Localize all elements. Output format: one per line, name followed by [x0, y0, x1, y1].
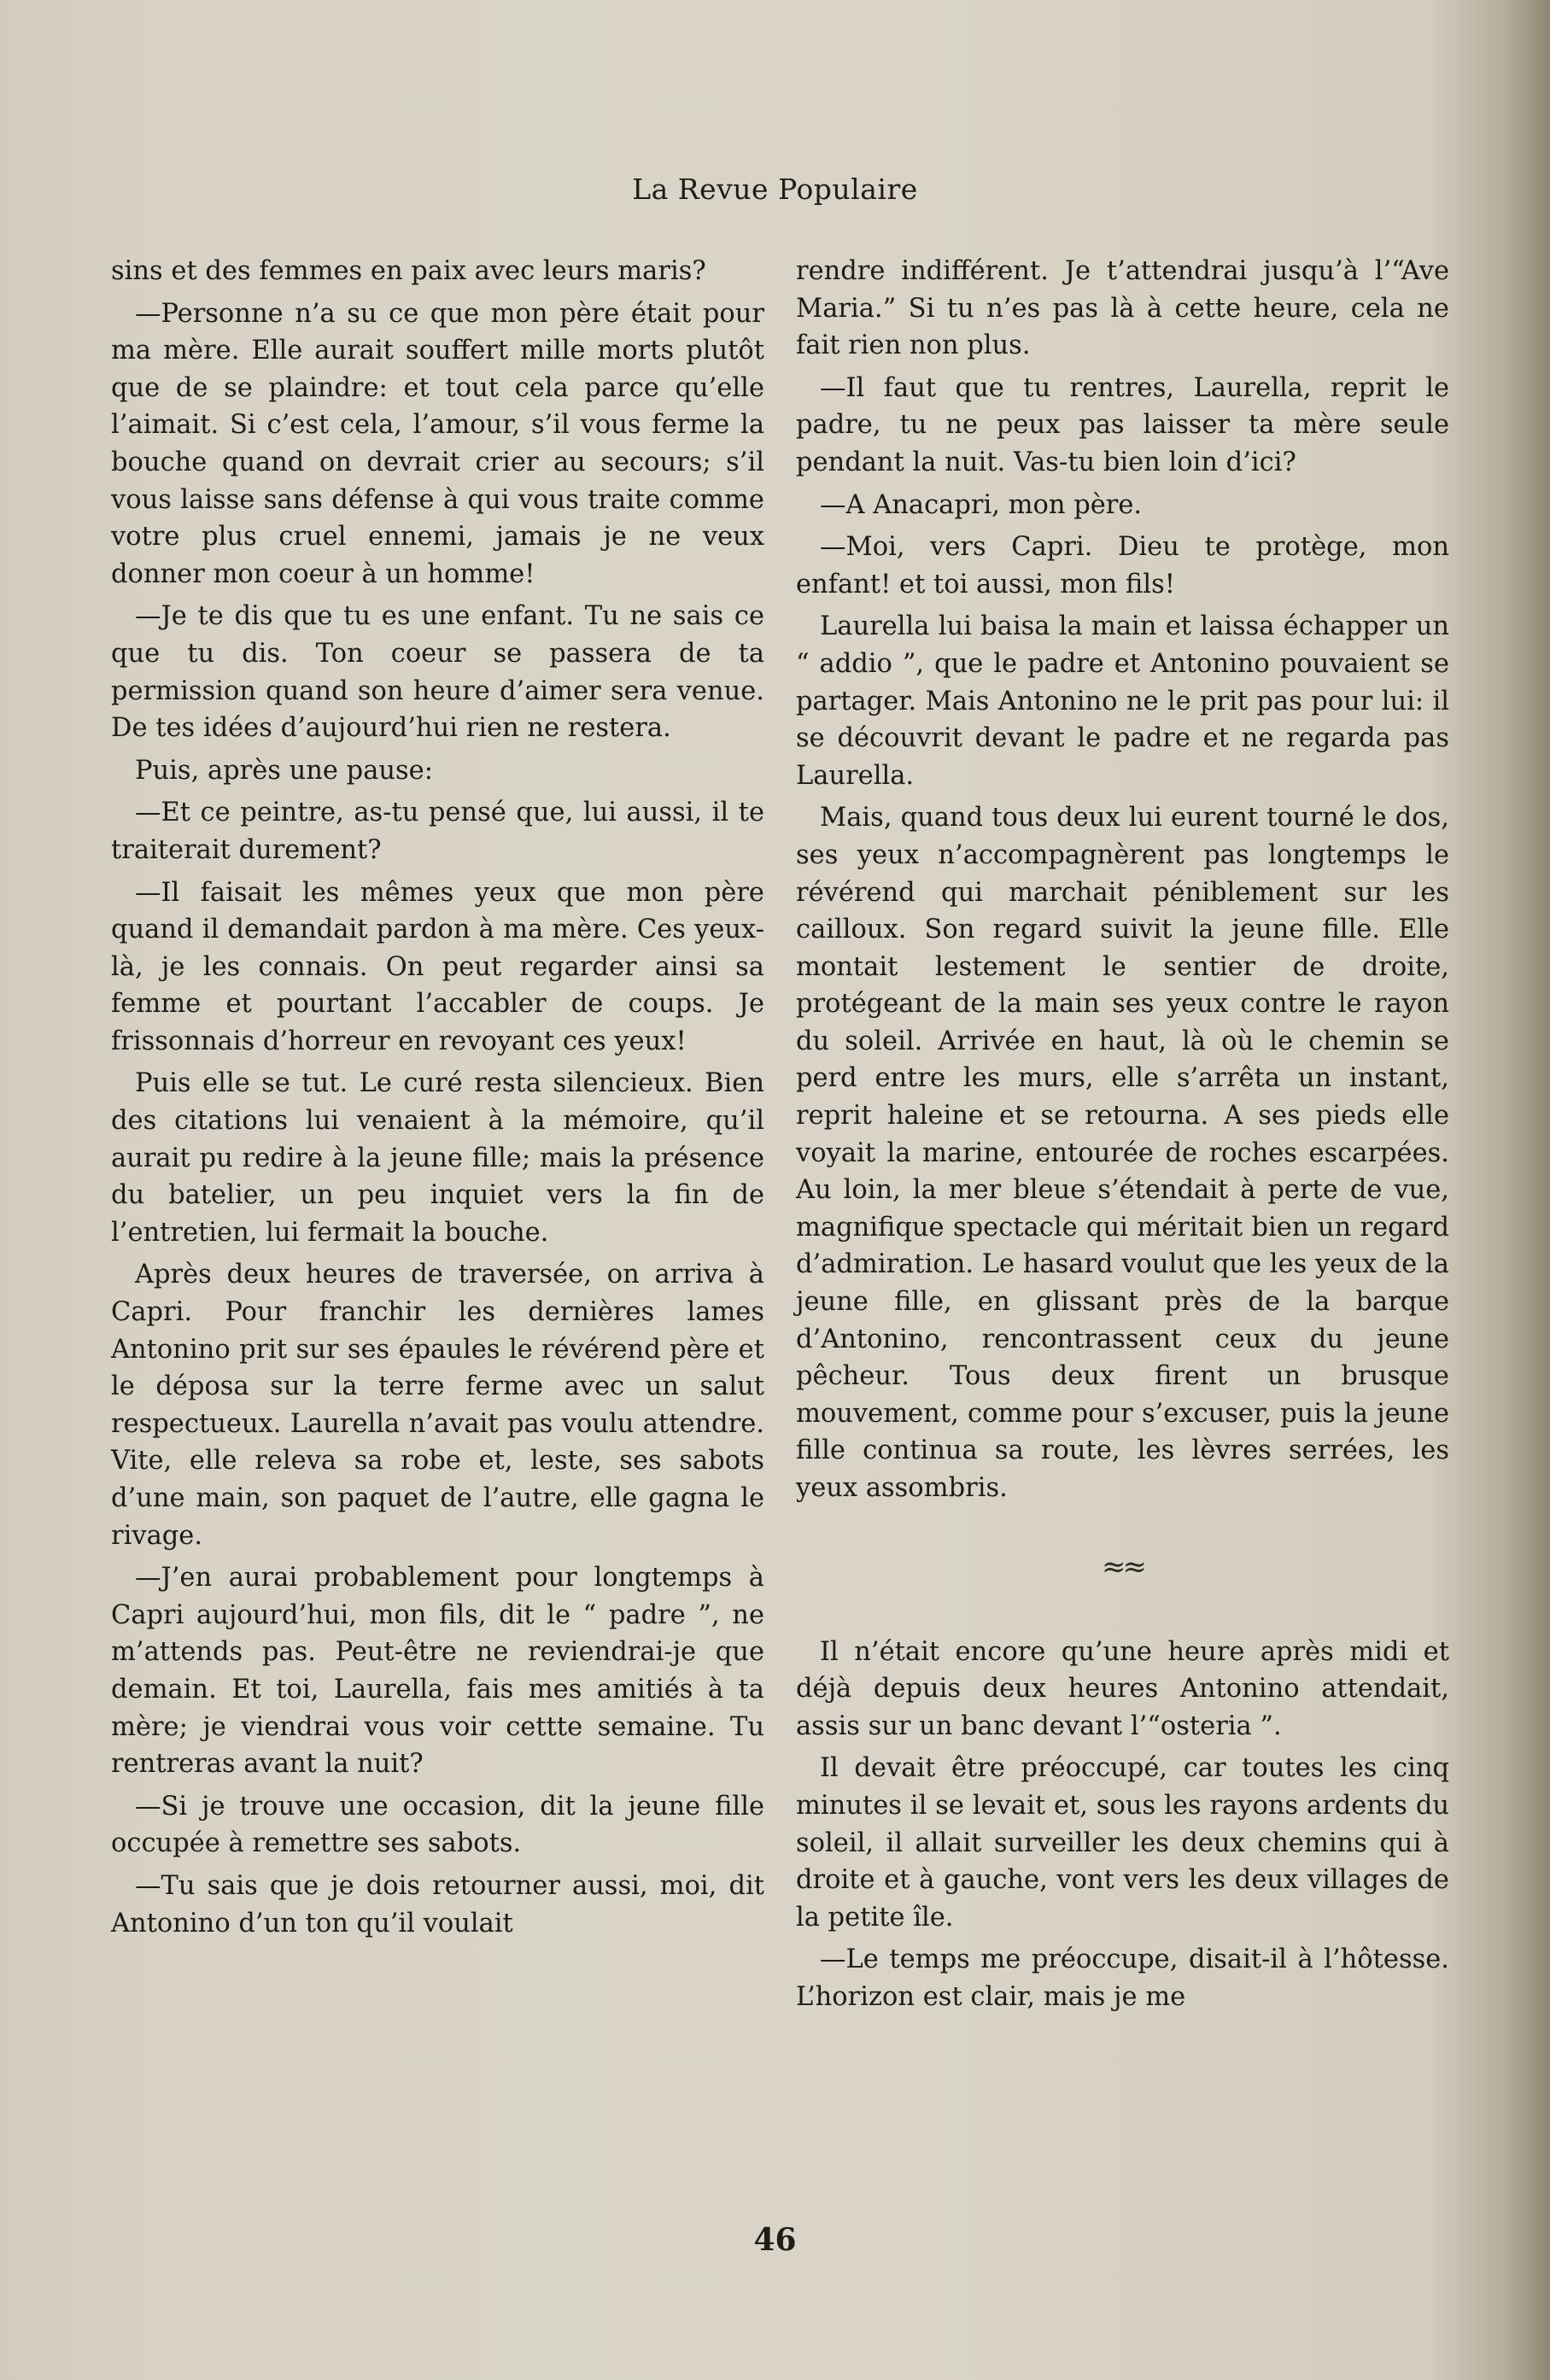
paragraph: —Moi, vers Capri. Dieu te protège, mon enfant! et toi aussi, mon fils! — [796, 532, 1449, 599]
section-break-ornament-icon: ≈≈ — [1102, 1549, 1143, 1584]
paragraph: sins et des femmes en paix avec leurs maris? — [111, 256, 706, 286]
paragraph: Puis elle se tut. Le curé resta silencieux. Bien des citations lui venaient à la mémoire, qu’il aurait pu redire à la jeune fille; mais la présence du batelier, un peu inquiet vers la fin de l’entretien, lui fermait la bouche. — [111, 1068, 764, 1248]
paragraph: Puis, après une pause: — [135, 755, 434, 786]
paragraph: —Si je trouve une occasion, dit la jeune fille occupée à remettre ses sabots. — [111, 1791, 764, 1859]
paragraph: —Je te dis que tu es une enfant. Tu ne sais ce que tu dis. Ton coeur se passera de ta permission quand son heure d’aimer sera venue. De tes idées d’aujourd’hui rien ne restera. — [111, 601, 764, 744]
paragraph: —Il faut que tu rentres, Laurella, reprit le padre, tu ne peux pas laisser ta mère seule pendant la nuit. Vas-tu bien loin d’ici? — [796, 372, 1449, 477]
paragraph: —Et ce peintre, as-tu pensé que, lui aussi, il te traiterait durement? — [111, 798, 764, 865]
paragraph: —Il faisait les mêmes yeux que mon père quand il demandait pardon à ma mère. Ces yeux-là, je les connais. On peut regarder ainsi sa femme et pourtant l’accabler de coups. Je frissonnais d’horreur en revoyant ces yeux! — [111, 877, 764, 1056]
paragraph: Après deux heures de traversée, on arriva à Capri. Pour franchir les dernières lames Antonino prit sur ses épaules le révérend père et le déposa sur la terre ferme avec un salut respectueux. Laurella n’avait pas voulu attendre. Vite, elle releva sa robe et, leste, ses sabots d’une main, son paquet de l’autre, elle gagna le rivage. — [111, 1260, 764, 1551]
paragraph: Mais, quand tous deux lui eurent tourné le dos, ses yeux n’accompagnèrent pas longtemps le révérend qui marchait péniblement sur les cailloux. Son regard suivit la jeune fille. Elle montait lestement le sentier de droite, protégeant de la main ses yeux contre le rayon du soleil. Arrivée en haut, là où le chemin se perd entre les murs, elle s’arrêta un instant, reprit haleine et se retourna. A ses pieds elle voyait la marine, entourée de roches escarpées. Au loin, la mer bleue s’étendait à perte de vue, magnifique spectacle qui méritait bien un regard d’admiration. Le hasard voulut que les yeux de la jeune fille, en glissant près de la barque d’Antonino, rencontrassent ceux du jeune pêcheur. Tous deux firent un brusque mouvement, comme pour s’excuser, puis la jeune fille continua sa route, les lèvres serrées, les yeux assombris. — [796, 803, 1449, 1503]
right-text-column — [796, 253, 1449, 2021]
paragraph: —Tu sais que je dois retourner aussi, moi, dit Antonino d’un ton qu’il voulait — [111, 1870, 764, 1939]
paragraph: —Personne n’a su ce que mon père était pour ma mère. Elle aurait souffert mille morts plutôt que de se plaindre: et tout cela parce qu’elle l’aimait. Si c’est cela, l’amour, s’il vous ferme la bouche quand on devrait crier au secours; s’il vous laisse sans défense à qui vous traite comme votre plus cruel ennemi, jamais je ne veux donner mon coeur à un homme! — [111, 298, 764, 589]
paragraph: Il n’était encore qu’une heure après midi et déjà depuis deux heures Antonino attendait, assis sur un banc devant l’“osteria ”. — [796, 1636, 1449, 1741]
paragraph: rendre indifférent. Je t’attendrai jusqu’à l’“Ave Maria.” Si tu n’es pas là à cette heure, cela ne fait rien non plus. — [796, 256, 1449, 361]
paragraph: Laurella lui baisa la main et laissa échapper un “ addio ”, que le padre et Antonino pouvaient se partager. Mais Antonino ne le prit pas pour lui: il se découvrit devant le padre et ne regarda pas Laurella. — [796, 611, 1449, 791]
page-number: 46 — [753, 2222, 797, 2258]
running-title: La Revue Populaire — [632, 173, 918, 206]
paragraph: —A Anacapri, mon père. — [820, 489, 1143, 520]
paragraph: —J’en aurai probablement pour longtemps à Capri aujourd’hui, mon fils, dit le “ padre ”, ne m’attends pas. Peut-être ne reviendrai-je que demain. Et toi, Laurella, fais mes amitiés à ta mère; je viendrai vous voir cettte semaine. Tu rentreras avant la nuit? — [111, 1563, 764, 1780]
paragraph: Il devait être préoccupé, car toutes les cinq minutes il se levait et, sous les rayons ardents du soleil, il allait surveiller les deux chemins qui à droite et à gauche, vont vers les deux villages de la petite île. — [796, 1753, 1449, 1933]
paragraph: —Le temps me préoccupe, disait-il à l’hôtesse. L’horizon est clair, mais je me — [796, 1944, 1449, 2012]
left-text-column — [111, 253, 764, 1947]
